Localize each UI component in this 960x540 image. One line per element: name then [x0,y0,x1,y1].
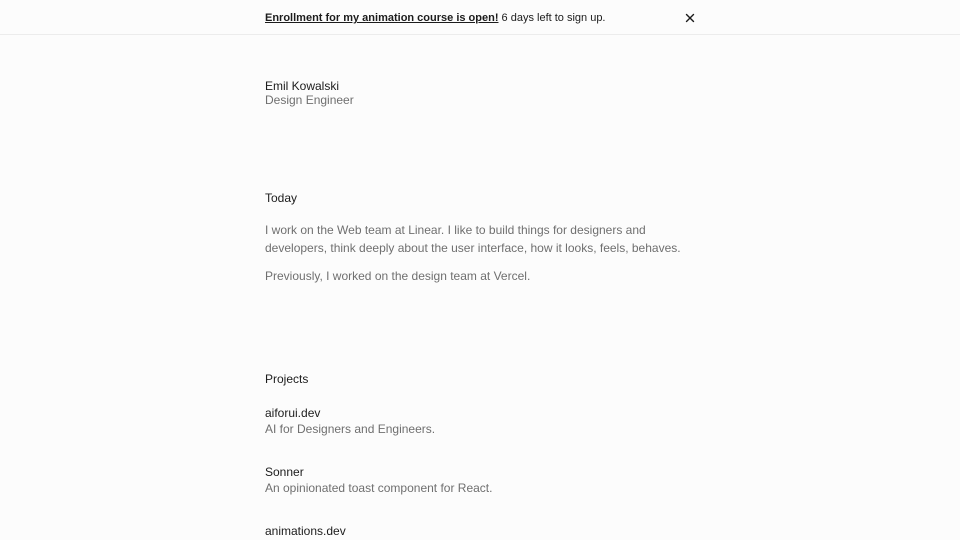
course-enrollment-link[interactable]: Enrollment for my animation course is open! [265,12,499,24]
close-icon [683,11,697,25]
projects-heading: Projects [265,372,309,386]
project-item[interactable] [265,464,695,496]
paragraph-text: . [526,269,531,283]
project-item[interactable] [265,405,695,437]
design-team-link[interactable]: design team [411,269,477,283]
close-banner-button[interactable] [683,11,697,25]
web-team-link[interactable]: Web team [337,223,392,237]
project-description: AI for Designers and Engineers. [265,422,436,436]
project-description: An opinionated toast component for React. [265,481,493,495]
paragraph-text: at [391,223,409,237]
announcement-banner [0,0,960,35]
project-title[interactable]: Sonner [265,465,304,479]
profile-name: Emil Kowalski [265,79,340,93]
paragraph-text: . I like to build things for designers and developers, think deeply about the user interface, how it looks, feels, behaves. [265,223,681,255]
vercel-link[interactable]: Vercel [493,269,527,283]
project-item[interactable] [265,523,695,539]
paragraph-text: I work on the [265,223,338,237]
linear-link[interactable]: Linear [408,223,441,237]
banner-deadline-text: 6 days left to sign up. [498,12,606,24]
today-heading: Today [265,191,298,205]
today-paragraph-2 [265,268,695,286]
paragraph-text: at [476,269,494,283]
banner-message [265,11,606,25]
profile-role: Design Engineer [265,93,354,107]
today-paragraph-1 [265,222,695,257]
paragraph-text: Previously, I worked on the [265,269,412,283]
project-title[interactable]: aiforui.dev [265,406,321,420]
project-title[interactable]: animations.dev [265,524,346,538]
